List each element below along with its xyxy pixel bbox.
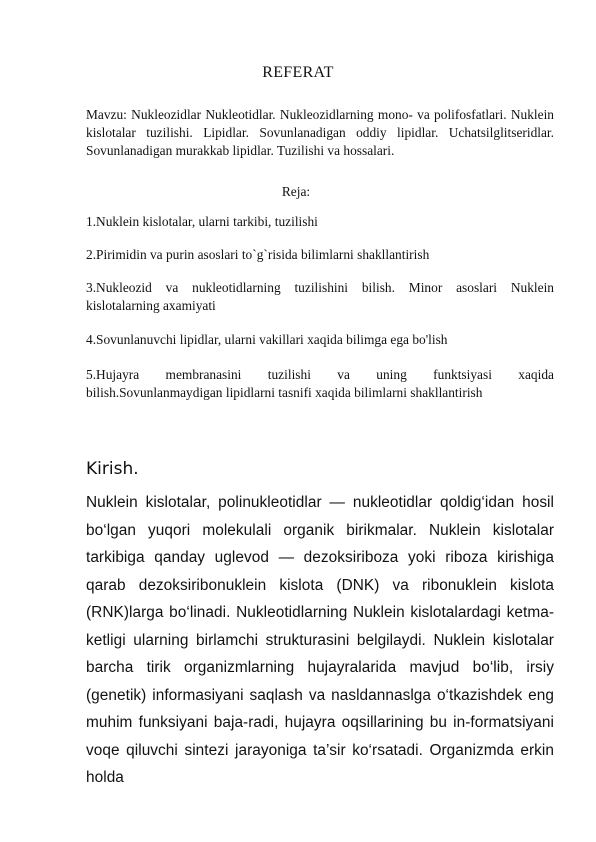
page-title: REFERAT: [262, 64, 334, 81]
plan-item-4: 4.Sovunlanuvchi lipidlar, ularni vakillari xaqida bilimga ega bo'lish: [86, 332, 448, 347]
plan-item-3: 3.Nukleozid va nukleotidlarning tuzilishini bilish. Minor asoslari Nuklein kislotalarning axamiyati: [86, 280, 554, 313]
plan-item-1: 1.Nuklein kislotalar, ularni tarkibi, tuzilishi: [86, 214, 318, 229]
plan-item-5: 5.Hujayra membranasini tuzilishi va uning funktsiyasi xaqida bilish.Sovunlanmaydigan lipidlarni tasnifi xaqida bilimlarni shakllantirish: [86, 367, 554, 400]
topic-paragraph: Mavzu: Nukleozidlar Nukleotidlar. Nukleozidlarning mono- va polifosfatlari. Nuklein kislotalar tuzilishi. Lipidlar. Sovunlanadigan oddiy lipidlar. Uchatsilglitseridlar. Sovunlanadigan murakkab lipidlar. Tuzilishi va hossalari.: [86, 107, 554, 158]
intro-paragraph: Nuklein kislotalar, polinukleotidlar — nukleotidlar qoldig‘idan hosil bo‘lgan yuqori molekulali organik birikmalar. Nuklein kislotalar tarkibiga qanday uglevod — dezoksiriboza yoki riboza kirishiga qarab dezoksiribonuklein kislota (DNK) va ribonuklein kislota (RNK)larga bo‘linadi. Nukleotidlarning Nuklein kislotalardagi ketma-ketligi ularning birlamchi strukturasini belgilaydi. Nuklein kislotalar barcha tirik organizmlarning hujayralarida mavjud bo‘lib, irsiy (genetik) informasiyani saqlash va nasldannaslga o‘tkazishdek eng muhim funksiyani baja-radi, hujayra oqsillarining bu in-formatsiyani voqe qiluvchi sintezi jarayoniga ta’sir ko‘rsatadi. Organizmda erkin holda: [86, 494, 554, 786]
plan-label: Reja:: [281, 184, 311, 199]
section-heading: Kirish.: [86, 459, 139, 479]
plan-item-2: 2.Pirimidin va purin asoslari to`g`risida bilimlarni shakllantirish: [86, 247, 430, 262]
